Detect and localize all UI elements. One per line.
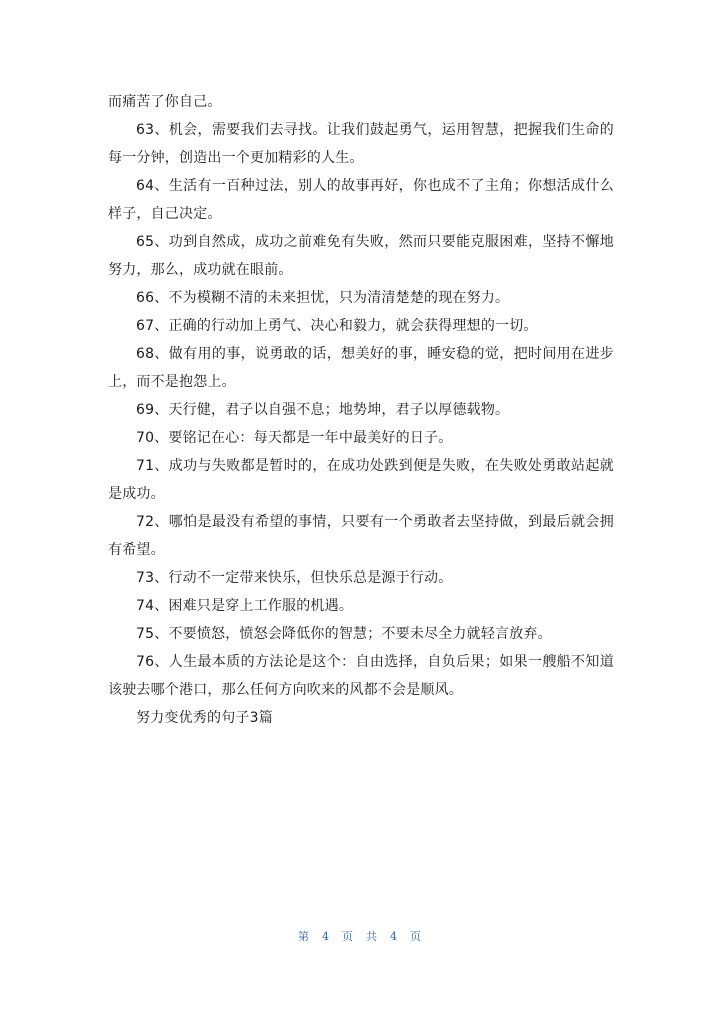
section-heading: 努力变优秀的句子3篇 xyxy=(136,710,273,726)
paragraph: 68、做有用的事，说勇敢的话，想美好的事，睡安稳的觉，把时间用在进步上，而不是抱怨上。 xyxy=(108,346,614,390)
footer-page-number: 4 xyxy=(322,930,330,943)
footer-gong: 共 xyxy=(366,930,378,943)
document-body xyxy=(108,88,614,732)
paragraph: 74、困难只是穿上工作服的机遇。 xyxy=(136,598,354,614)
paragraph: 76、人生最本质的方法论是这个：自由选择，自负后果；如果一艘船不知道该驶去哪个港口，那么任何方向吹来的风都不会是顺风。 xyxy=(108,654,614,698)
paragraph: 71、成功与失败都是暂时的，在成功处跌到便是失败，在失败处勇敢站起就是成功。 xyxy=(108,458,614,502)
paragraph: 73、行动不一定带来快乐，但快乐总是源于行动。 xyxy=(136,570,453,586)
paragraph: 67、正确的行动加上勇气、决心和毅力，就会获得理想的一切。 xyxy=(136,318,538,334)
paragraph: 63、机会，需要我们去寻找。让我们鼓起勇气，运用智慧，把握我们生命的每一分钟，创造出一个更加精彩的人生。 xyxy=(108,122,614,166)
footer-total-pages: 4 xyxy=(390,930,398,943)
footer-ye: 页 xyxy=(342,930,354,943)
paragraph: 75、不要愤怒，愤怒会降低你的智慧；不要未尽全力就轻言放弃。 xyxy=(136,626,552,642)
page-footer xyxy=(0,928,720,944)
footer-di: 第 xyxy=(298,930,310,943)
paragraph: 而痛苦了你自己。 xyxy=(108,94,222,110)
paragraph: 66、不为模糊不清的未来担忧，只为清清楚楚的现在努力。 xyxy=(136,290,510,306)
paragraph: 64、生活有一百种过法，别人的故事再好，你也成不了主角；你想活成什么样子，自己决定。 xyxy=(108,178,614,222)
paragraph: 72、哪怕是最没有希望的事情，只要有一个勇敢者去坚持做，到最后就会拥有希望。 xyxy=(108,514,614,558)
footer-ye: 页 xyxy=(410,930,422,943)
paragraph: 65、功到自然成，成功之前难免有失败，然而只要能克服困难，坚持不懈地努力，那么，成功就在眼前。 xyxy=(108,234,614,278)
paragraph: 69、天行健，君子以自强不息；地势坤，君子以厚德载物。 xyxy=(136,402,510,418)
paragraph: 70、要铭记在心：每天都是一年中最美好的日子。 xyxy=(136,430,453,446)
